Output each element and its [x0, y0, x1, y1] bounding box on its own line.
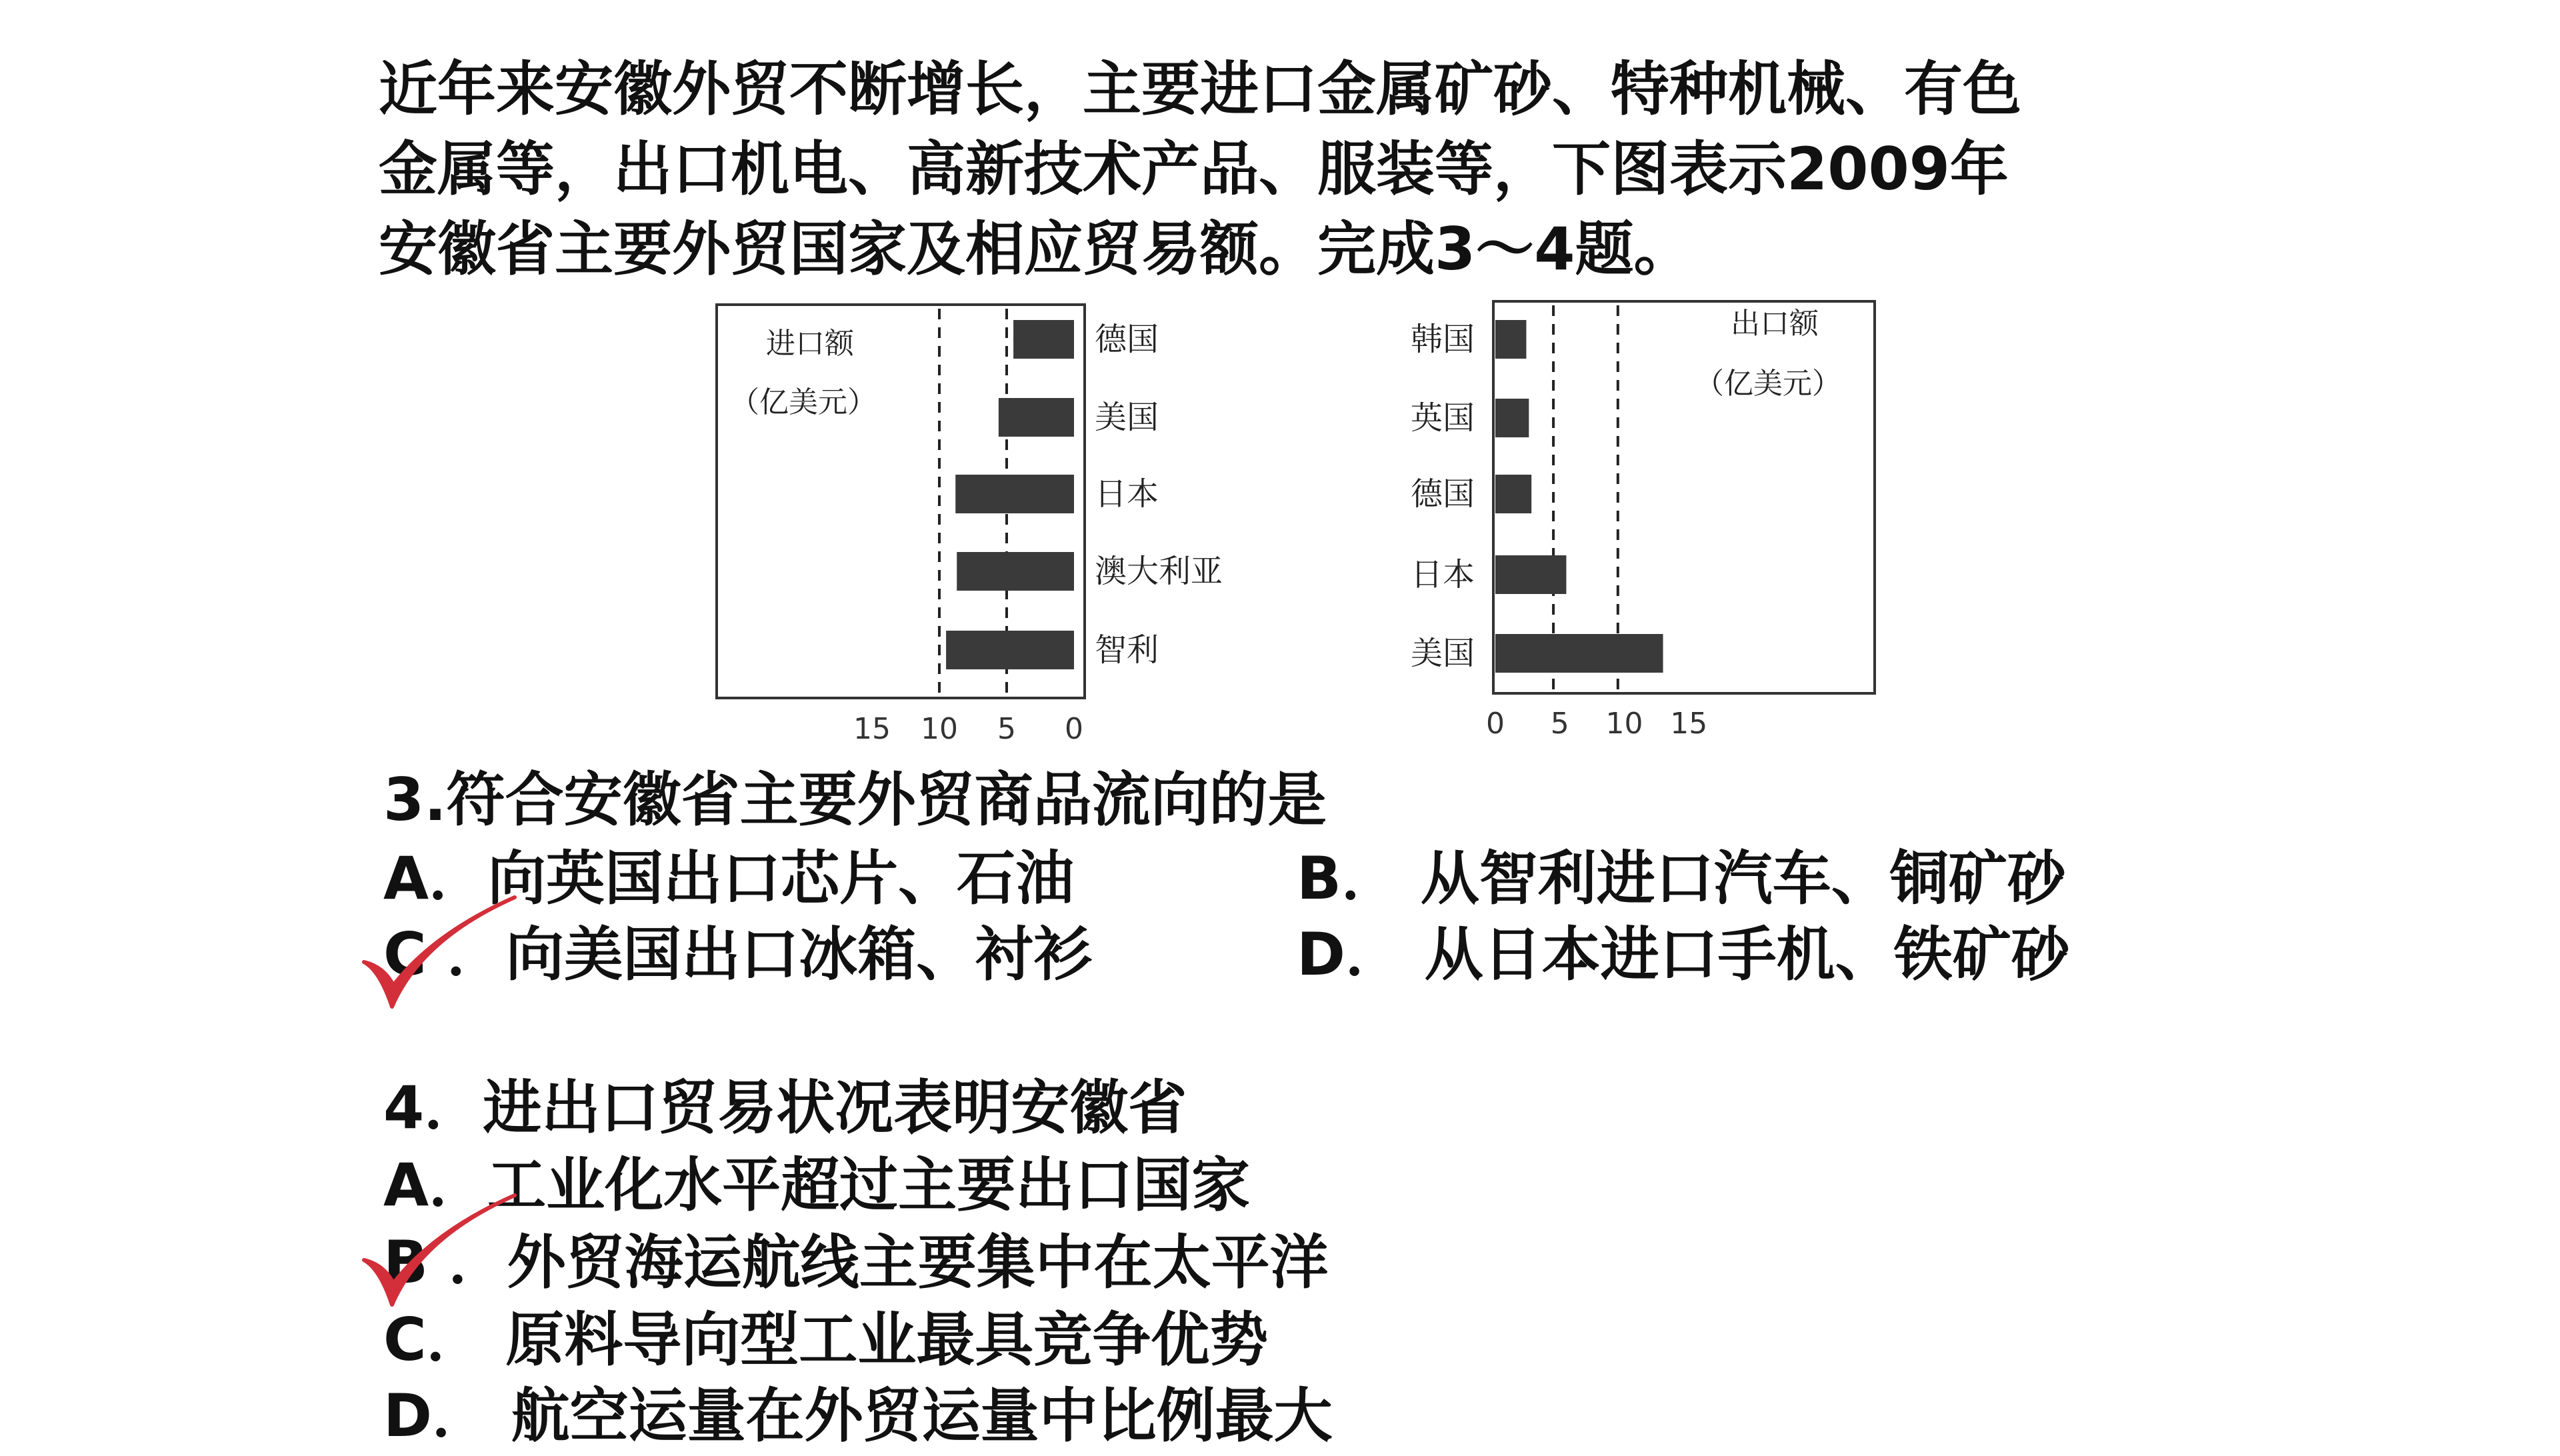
q4-option-c: C． 原料导向型工业最具竞争优势 [383, 1305, 1269, 1374]
q4-option-d: D． 航空运量在外贸运量中比例最大 [383, 1381, 1333, 1450]
export-bars [1495, 320, 1663, 673]
import-category-label: 美国 [1095, 399, 1159, 436]
import-tick-label: 0 [1065, 712, 1083, 746]
q3-option-d: D． 从日本进口手机、铁矿砂 [1297, 920, 2070, 989]
import-bar-2 [955, 475, 1074, 513]
export-bar-4 [1495, 634, 1663, 673]
export-category-label: 日本 [1410, 556, 1475, 593]
export-bar-3 [1495, 555, 1566, 594]
import-tick-label: 5 [997, 712, 1016, 746]
import-bar-1 [999, 398, 1074, 437]
import-bar-3 [957, 552, 1074, 591]
import-axis-unit: （亿美元） [730, 385, 877, 419]
intro-line-3: 安徽省主要外贸国家及相应贸易额。完成3～4题。 [379, 215, 1693, 283]
import-category-labels [1095, 321, 1223, 669]
intro-line-1: 近年来安徽外贸不断增长，主要进口金属矿砂、特种机械、有色 [379, 55, 2022, 123]
import-bars [946, 320, 1074, 669]
export-reference-lines [1553, 305, 1618, 689]
export-category-label: 德国 [1410, 475, 1475, 513]
q3-option-b: B． 从智利进口汽车、铜矿砂 [1297, 844, 2066, 913]
export-tick-label: 10 [1605, 707, 1643, 741]
export-category-label: 韩国 [1410, 321, 1475, 358]
export-tick-label: 0 [1486, 707, 1505, 741]
import-tick-label: 10 [921, 712, 958, 746]
export-tick-labels [1486, 707, 1707, 741]
export-category-labels [1411, 321, 1475, 672]
q4-stem: 4．进出口贸易状况表明安徽省 [383, 1073, 1187, 1142]
export-bar-2 [1495, 475, 1531, 513]
import-category-label: 智利 [1095, 631, 1159, 669]
q4-option-b: B ．外贸海运航线主要集中在太平洋 [383, 1228, 1329, 1297]
q4-option-a: A．工业化水平超过主要出口国家 [383, 1151, 1251, 1219]
import-bar-0 [1013, 320, 1074, 359]
import-chart [717, 305, 1223, 746]
export-chart [1411, 301, 1875, 741]
import-category-label: 日本 [1095, 475, 1159, 513]
q3-option-c: C ．向美国出口冰箱、衬衫 [383, 920, 1093, 989]
export-category-label: 英国 [1410, 399, 1475, 437]
import-tick-labels [853, 712, 1083, 746]
import-axis-title: 进口额 [766, 327, 854, 361]
export-axis-unit: （亿美元） [1695, 367, 1841, 401]
import-category-label: 澳大利亚 [1095, 553, 1223, 590]
export-bar-1 [1495, 399, 1529, 437]
import-category-label: 德国 [1095, 321, 1159, 358]
export-axis-title: 出口额 [1731, 307, 1819, 341]
import-bar-4 [946, 631, 1074, 669]
export-bar-0 [1495, 320, 1526, 359]
export-category-label: 美国 [1410, 635, 1475, 672]
check-mark-icon [360, 1190, 520, 1310]
import-tick-label: 15 [853, 712, 891, 746]
check-mark-icon [360, 892, 520, 1012]
q3-stem: 3.符合安徽省主要外贸商品流向的是 [383, 765, 1327, 834]
export-tick-label: 15 [1670, 707, 1708, 741]
q3-option-a: A．向英国出口芯片、石油 [383, 844, 1075, 913]
intro-line-2: 金属等，出口机电、高新技术产品、服装等，下图表示2009年 [379, 135, 2009, 203]
export-tick-label: 5 [1550, 707, 1569, 741]
